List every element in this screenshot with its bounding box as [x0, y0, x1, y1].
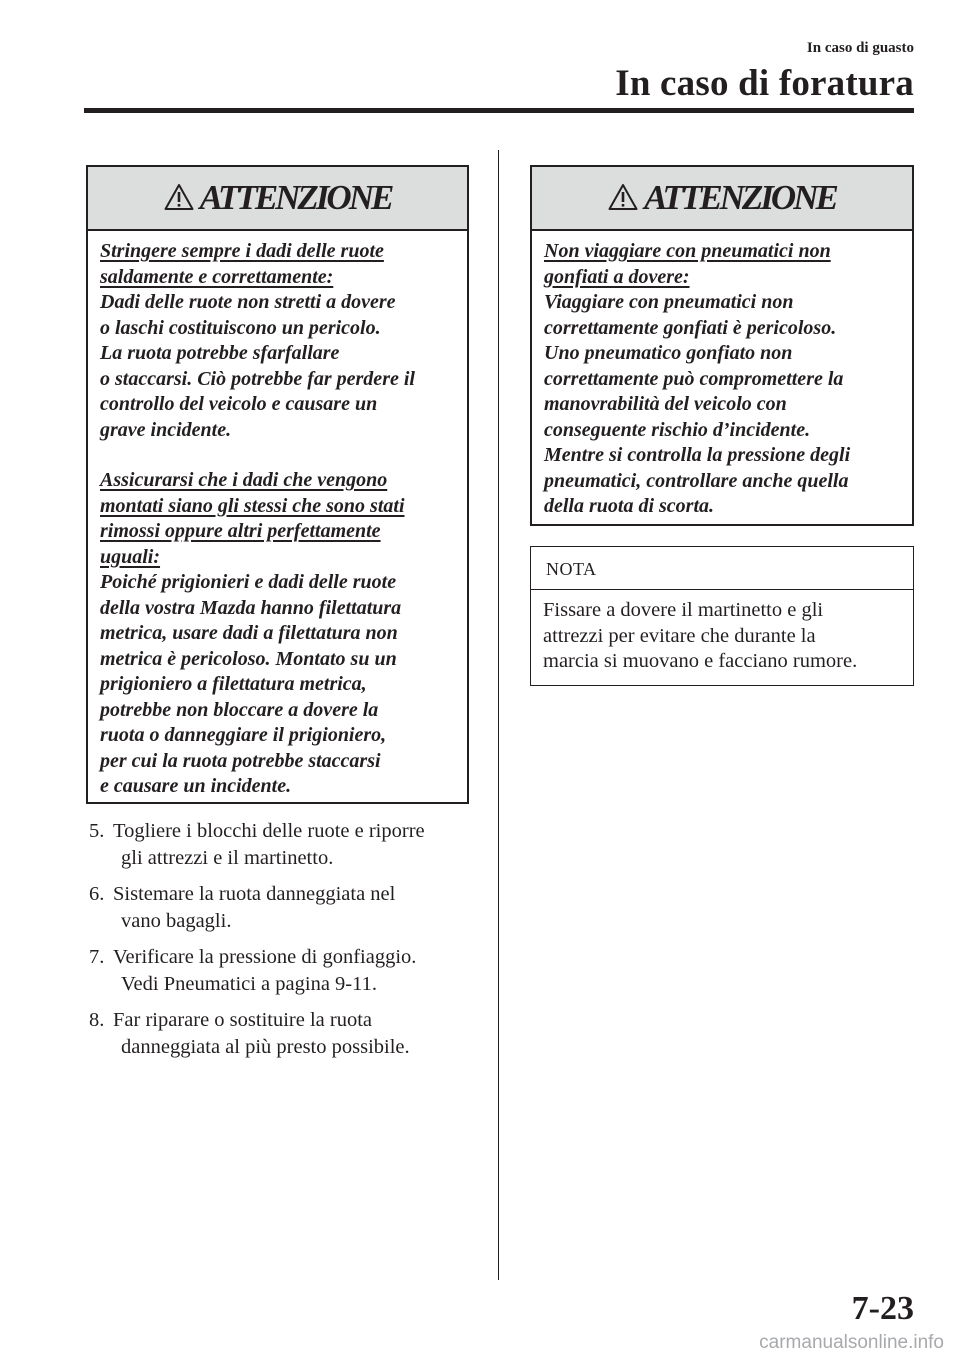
- step-line: Verificare la pressione di gonfiaggio.: [113, 946, 417, 968]
- note-body: [531, 590, 913, 675]
- note-label: NOTA: [531, 547, 913, 590]
- warning-line: metrica è pericoloso. Montato su un: [100, 647, 397, 670]
- warning-heading-line: rimossi oppure altri perfettamente: [100, 520, 381, 542]
- page-title: In caso di foratura: [615, 63, 914, 104]
- list-item: [89, 944, 469, 998]
- list-item: [89, 818, 469, 872]
- watermark: carmanualsonline.info: [759, 1332, 944, 1353]
- warning-line: pneumatici, controllare anche quella: [544, 469, 849, 492]
- warning-line: prigioniero a filettatura metrica,: [100, 673, 367, 695]
- warning-header: [532, 167, 912, 231]
- warning-line: conseguente rischio d’incidente.: [544, 418, 811, 441]
- step-line: gli attrezzi e il martinetto.: [121, 847, 334, 869]
- step-line: Far riparare o sostituire la ruota: [113, 1009, 373, 1031]
- warning-line: controllo del veicolo e causare un: [100, 393, 378, 415]
- header-rule: [84, 108, 914, 113]
- warning-line: e causare un incidente.: [100, 775, 292, 797]
- note-box: [530, 546, 914, 686]
- step-line: danneggiata al più presto possibile.: [121, 1036, 410, 1058]
- warning-line: Dadi delle ruote non stretti a dovere: [100, 291, 396, 313]
- page-number: 7-23: [851, 1290, 914, 1327]
- warning-line: manovrabilità del veicolo con: [544, 393, 787, 415]
- warning-line: Viaggiare con pneumatici non: [544, 291, 794, 313]
- warning-line: Poiché prigionieri e dadi delle ruote: [100, 571, 397, 593]
- warning-line: Mentre si controlla la pressione degli: [544, 444, 851, 466]
- step-line: Vedi Pneumatici a pagina 9-11.: [121, 973, 377, 995]
- steps-list: [89, 818, 469, 1070]
- step-text: [113, 818, 469, 872]
- warning-heading-line: Assicurarsi che i dadi che vengono: [100, 469, 388, 491]
- warning-line: potrebbe non bloccare a dovere la: [100, 698, 379, 721]
- list-item: [89, 1007, 469, 1061]
- section-header: In caso di guasto: [806, 40, 914, 56]
- step-number: 6.: [89, 883, 105, 905]
- warning-heading-line: Non viaggiare con pneumatici non: [544, 240, 831, 262]
- warning-line: o laschi costituiscono un pericolo.: [100, 316, 381, 339]
- warning-body: [88, 231, 467, 810]
- list-item: [89, 881, 469, 935]
- warning-heading-line: uguali:: [100, 545, 161, 568]
- step-number: 8.: [89, 1009, 105, 1031]
- warning-header: [88, 167, 467, 231]
- warning-line: della vostra Mazda hanno filettatura: [100, 596, 402, 619]
- warning-label: ATTENZIONE: [199, 178, 392, 217]
- warning-line: correttamente può compromettere la: [544, 367, 844, 390]
- warning-line: ruota o danneggiare il prigioniero,: [100, 724, 387, 746]
- warning-heading-line: saldamente e correttamente:: [100, 265, 334, 288]
- column-divider: [498, 150, 499, 1280]
- warning-line: grave incidente.: [100, 418, 232, 441]
- step-number: 5.: [89, 820, 105, 842]
- note-line: Fissare a dovere il martinetto e gli: [543, 599, 824, 621]
- warning-heading-line: gonfiati a dovere:: [544, 265, 690, 288]
- warning-paragraph: [544, 239, 900, 520]
- warning-triangle-icon: [608, 183, 638, 211]
- warning-line: Uno pneumatico gonfiato non: [544, 342, 793, 364]
- step-line: Sistemare la ruota danneggiata nel: [113, 883, 396, 905]
- warning-box-left: [86, 165, 469, 804]
- warning-box-right: [530, 165, 914, 526]
- warning-line: della ruota di scorta.: [544, 495, 715, 517]
- step-line: Togliere i blocchi delle ruote e riporre: [113, 820, 425, 842]
- warning-line: correttamente gonfiati è pericoloso.: [544, 316, 837, 339]
- step-number: 7.: [89, 946, 105, 968]
- warning-label: ATTENZIONE: [644, 178, 836, 217]
- warning-line: o staccarsi. Ciò potrebbe far perdere il: [100, 367, 415, 390]
- warning-triangle-icon: [164, 183, 194, 211]
- warning-line: metrica, usare dadi a filettatura non: [100, 622, 398, 644]
- warning-body: [532, 231, 912, 530]
- step-text: [113, 881, 469, 935]
- step-line: vano bagagli.: [121, 910, 232, 932]
- note-line: attrezzi per evitare che durante la: [543, 624, 816, 647]
- note-line: marcia si muovano e facciano rumore.: [543, 650, 858, 672]
- warning-paragraph: [100, 239, 455, 443]
- step-text: [113, 944, 469, 998]
- warning-line: per cui la ruota potrebbe staccarsi: [100, 749, 381, 772]
- step-text: [113, 1007, 469, 1061]
- warning-heading-line: Stringere sempre i dadi delle ruote: [100, 240, 384, 262]
- warning-paragraph: [100, 468, 455, 800]
- warning-line: La ruota potrebbe sfarfallare: [100, 342, 340, 364]
- warning-heading-line: montati siano gli stessi che sono stati: [100, 494, 405, 517]
